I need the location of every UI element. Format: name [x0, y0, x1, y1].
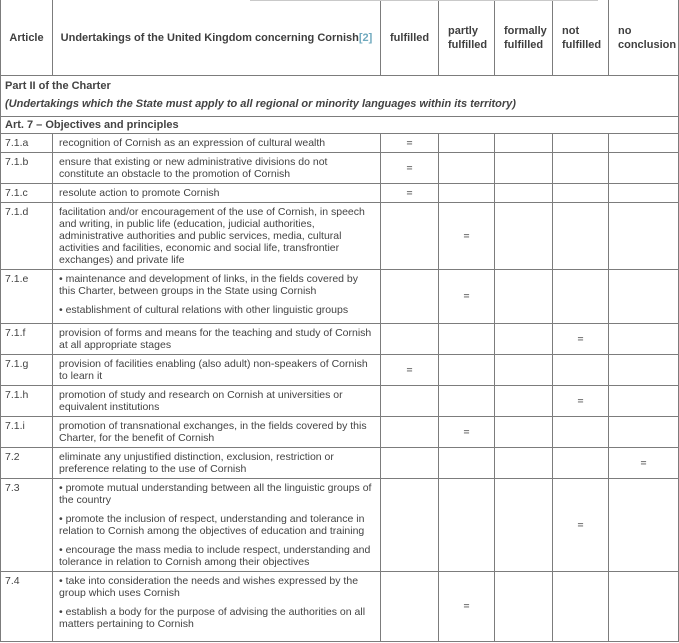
rating-cell-formally-fulfilled [495, 572, 553, 642]
rating-cell-formally-fulfilled [495, 184, 553, 203]
undertaking-row [1, 184, 679, 203]
rating-cell-partly-fulfilled [439, 355, 495, 386]
rating-cell-no-conclusion [609, 324, 679, 355]
undertaking-row [1, 386, 679, 417]
rating-cell-formally-fulfilled [495, 355, 553, 386]
undertakings-header-text: Undertakings of the United Kingdom concerning Cornish [60, 31, 359, 44]
undertaking-text-cell [53, 134, 381, 153]
rating-cell-no-conclusion [609, 203, 679, 270]
undertaking-text-cell [53, 153, 381, 184]
undertaking-paragraph: resolute action to promote Cornish [59, 187, 220, 199]
rating-cell-formally-fulfilled [495, 324, 553, 355]
undertaking-paragraph: ensure that existing or new administrative divisions do not constitute an obstacle to the promotion of Cornish [59, 156, 328, 180]
rating-cell-no-conclusion [609, 355, 679, 386]
undertaking-text-cell [53, 203, 381, 270]
rating-cell-fulfilled [381, 386, 439, 417]
rating-cell-formally-fulfilled [495, 479, 553, 572]
rating-cell-partly-fulfilled [439, 153, 495, 184]
undertaking-paragraph: provision of forms and means for the teaching and study of Cornish at all appropriate stages [59, 327, 372, 351]
rating-cell-not-fulfilled [553, 355, 609, 386]
rating-cell-formally-fulfilled [495, 134, 553, 153]
article-number-cell: 7.4 [1, 572, 53, 642]
rating-cell-partly-fulfilled [439, 134, 495, 153]
rating-cell-formally-fulfilled [495, 270, 553, 324]
undertaking-row [1, 448, 679, 479]
column-header-partly-fulfilled: partly fulfilled [439, 0, 495, 76]
undertaking-paragraph: facilitation and/or encouragement of the use of Cornish, in speech and writing, in public life (education, judicial authorities, administrative authorities and public services, media, cultural activities and facilities, economic and social life, transfrontier exchanges) and private life [59, 206, 365, 266]
undertaking-row [1, 324, 679, 355]
column-header-fulfilled: fulfilled [381, 0, 439, 76]
undertaking-paragraph: • take into consideration the needs and wishes expressed by the group which uses Cornish [59, 575, 359, 599]
undertaking-text-cell [53, 355, 381, 386]
article-number-cell: 7.1.d [1, 203, 53, 270]
rating-mark-partly-fulfilled: = [439, 270, 495, 324]
rating-cell-partly-fulfilled [439, 184, 495, 203]
undertaking-text-cell [53, 184, 381, 203]
undertaking-text-cell [53, 479, 381, 572]
rating-mark-partly-fulfilled: = [439, 572, 495, 642]
table-header-row [1, 0, 679, 76]
rating-mark-not-fulfilled: = [553, 324, 609, 355]
undertaking-paragraph: provision of facilities enabling (also adult) non-speakers of Cornish to learn it [59, 358, 368, 382]
undertaking-row [1, 134, 679, 153]
rating-cell-no-conclusion [609, 153, 679, 184]
rating-cell-partly-fulfilled [439, 479, 495, 572]
undertaking-text-cell [53, 270, 381, 324]
art7-heading-cell: Art. 7 – Objectives and principles [1, 117, 679, 134]
rating-cell-no-conclusion [609, 134, 679, 153]
undertaking-paragraph: • maintenance and development of links, in the fields covered by this Charter, between groups in the State using Cornish [59, 273, 359, 297]
column-header-not-fulfilled: not fulfilled [553, 0, 609, 76]
article-number-cell: 7.2 [1, 448, 53, 479]
column-header-undertakings [53, 0, 381, 76]
undertaking-text-cell [53, 386, 381, 417]
rating-cell-partly-fulfilled [439, 386, 495, 417]
rating-cell-fulfilled [381, 203, 439, 270]
undertaking-text-cell [53, 324, 381, 355]
rating-mark-not-fulfilled: = [553, 479, 609, 572]
undertaking-paragraph: • establish a body for the purpose of advising the authorities on all matters pertaining to Cornish [59, 606, 366, 630]
article-number-cell: 7.3 [1, 479, 53, 572]
part2-section-cell [1, 76, 679, 117]
rating-mark-partly-fulfilled: = [439, 417, 495, 448]
undertaking-paragraph: • encourage the mass media to include respect, understanding and tolerance in relation to Cornish among their objectives [59, 544, 371, 568]
rating-cell-partly-fulfilled [439, 324, 495, 355]
undertaking-paragraph: recognition of Cornish as an expression of cultural wealth [59, 137, 326, 149]
rating-cell-formally-fulfilled [495, 417, 553, 448]
undertaking-row [1, 355, 679, 386]
undertaking-text-cell [53, 572, 381, 642]
rating-cell-not-fulfilled [553, 417, 609, 448]
art7-heading-row [1, 117, 679, 134]
part2-section-row [1, 76, 679, 117]
article-number-cell: 7.1.g [1, 355, 53, 386]
rating-cell-formally-fulfilled [495, 153, 553, 184]
rating-cell-formally-fulfilled [495, 386, 553, 417]
article-number-cell: 7.1.e [1, 270, 53, 324]
rating-cell-not-fulfilled [553, 184, 609, 203]
rating-mark-fulfilled: = [381, 355, 439, 386]
rating-mark-partly-fulfilled: = [439, 203, 495, 270]
rating-cell-not-fulfilled [553, 572, 609, 642]
undertaking-row [1, 417, 679, 448]
article-number-cell: 7.1.i [1, 417, 53, 448]
rating-cell-no-conclusion [609, 270, 679, 324]
undertaking-row [1, 270, 679, 324]
undertaking-row [1, 153, 679, 184]
undertaking-text-cell [53, 448, 381, 479]
article-number-cell: 7.1.f [1, 324, 53, 355]
rating-cell-no-conclusion [609, 417, 679, 448]
undertaking-row [1, 479, 679, 572]
article-number-cell: 7.1.b [1, 153, 53, 184]
rating-cell-not-fulfilled [553, 448, 609, 479]
rating-mark-not-fulfilled: = [553, 386, 609, 417]
column-header-formally-fulfilled: formally fulfilled [495, 0, 553, 76]
part2-subtitle: (Undertakings which the State must apply to all regional or minority languages within its territory) [5, 98, 516, 110]
undertaking-row [1, 572, 679, 642]
rating-cell-fulfilled [381, 448, 439, 479]
footnote-2-link[interactable]: [2] [358, 31, 373, 44]
rating-cell-not-fulfilled [553, 153, 609, 184]
rating-cell-fulfilled [381, 324, 439, 355]
rating-cell-partly-fulfilled [439, 448, 495, 479]
column-header-no-conclusion: no conclusion [609, 0, 679, 76]
rating-cell-no-conclusion [609, 479, 679, 572]
undertaking-paragraph: • promote the inclusion of respect, understanding and tolerance in relation to Cornish among the objectives of education and training [59, 513, 365, 537]
undertaking-text-cell [53, 417, 381, 448]
undertaking-paragraph: eliminate any unjustified distinction, exclusion, restriction or preference relating to the use of Cornish [59, 451, 334, 475]
undertaking-paragraph: • promote mutual understanding between all the linguistic groups of the country [59, 482, 372, 506]
article-number-cell: 7.1.c [1, 184, 53, 203]
column-header-article: Article [1, 0, 53, 76]
article-number-cell: 7.1.a [1, 134, 53, 153]
undertaking-paragraph: promotion of study and research on Cornish at universities or equivalent institutions [59, 389, 343, 413]
article-number-cell: 7.1.h [1, 386, 53, 417]
undertaking-row [1, 203, 679, 270]
rating-cell-formally-fulfilled [495, 448, 553, 479]
rating-mark-fulfilled: = [381, 134, 439, 153]
rating-cell-fulfilled [381, 479, 439, 572]
rating-cell-not-fulfilled [553, 270, 609, 324]
rating-cell-fulfilled [381, 572, 439, 642]
part2-title: Part II of the Charter [5, 80, 111, 92]
rating-cell-no-conclusion [609, 572, 679, 642]
rating-cell-not-fulfilled [553, 203, 609, 270]
rating-cell-fulfilled [381, 417, 439, 448]
undertaking-paragraph: promotion of transnational exchanges, in the fields covered by this Charter, for the benefit of Cornish [59, 420, 367, 444]
undertaking-paragraph: • establishment of cultural relations with other linguistic groups [59, 304, 349, 316]
rating-mark-fulfilled: = [381, 153, 439, 184]
rating-mark-fulfilled: = [381, 184, 439, 203]
rating-cell-formally-fulfilled [495, 203, 553, 270]
table-body [1, 76, 679, 642]
rating-cell-no-conclusion [609, 184, 679, 203]
cropped-content-remnant [250, 0, 598, 1]
rating-mark-no-conclusion: = [609, 448, 679, 479]
rating-cell-not-fulfilled [553, 134, 609, 153]
rating-cell-fulfilled [381, 270, 439, 324]
rating-cell-no-conclusion [609, 386, 679, 417]
